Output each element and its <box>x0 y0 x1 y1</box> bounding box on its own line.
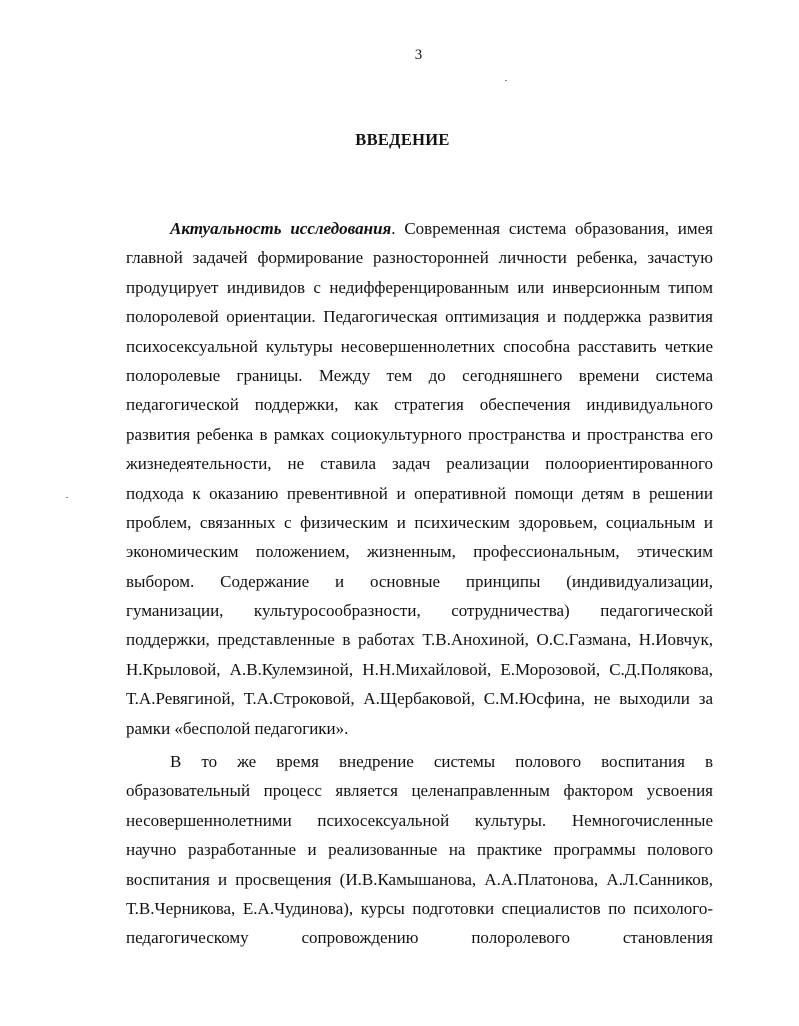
paragraph-1 <box>126 214 713 743</box>
scan-speck <box>505 80 507 81</box>
text-line: полоролевые границы. Между тем до сегодняшнего времени система <box>126 365 713 385</box>
paragraph-2 <box>126 747 713 953</box>
text-line: проблем, связанных с физическим и психическим здоровьем, социальным и <box>126 512 713 532</box>
lead-term: Актуальность исследования <box>170 219 392 238</box>
text-line <box>126 214 713 243</box>
page-number: 3 <box>414 47 423 63</box>
text-line: главной задачей формирование разносторонней личности ребенка, зачастую <box>126 248 713 268</box>
text-line: развития ребенка в рамках социокультурного пространства и пространства его <box>126 424 713 444</box>
text-line: гуманизации, культуросообразности, сотрудничества) педагогической <box>126 601 713 621</box>
text-line: педагогической поддержки, как стратегия обеспечения индивидуального <box>126 395 713 415</box>
text-line: научно разработанные и реализованные на практике программы полового <box>126 840 713 860</box>
text-line: Т.А.Ревягиной, Т.А.Строковой, А.Щербаковой, С.М.Юсфина, не выходили за <box>126 689 713 709</box>
section-heading: ВВЕДЕНИЕ <box>355 130 450 149</box>
text-line: продуцирует индивидов с недифференцированным или инверсионным типом <box>126 277 713 297</box>
body-text <box>126 214 713 953</box>
text-line: жизнедеятельности, не ставила задач реализации полоориентированного <box>126 454 713 474</box>
text-line: воспитания и просвещения (И.В.Камышанова, А.А.Платонова, А.Л.Санников, <box>126 869 713 889</box>
text-line: педагогическому сопровождению полоролевого становления <box>126 928 713 948</box>
text-line: рамки «бесполой педагогики». <box>126 718 349 738</box>
text-line: экономическим положением, жизненным, профессиональным, этическим <box>126 542 713 562</box>
text-line: психосексуальной культуры несовершеннолетних способна расставить четкие <box>126 336 713 356</box>
text-line: выбором. Содержание и основные принципы (индивидуализации, <box>126 571 713 591</box>
text-span: . Современная система образования, имея <box>391 219 713 238</box>
text-line: Т.В.Черникова, Е.А.Чудинова), курсы подготовки специалистов по психолого- <box>126 898 713 918</box>
text-line: поддержки, представленные в работах Т.В.Анохиной, О.С.Газмана, Н.Иовчук, <box>126 630 713 650</box>
scan-speck <box>66 497 68 498</box>
text-line: несовершеннолетними психосексуальной культуры. Немногочисленные <box>126 810 713 830</box>
text-line: Н.Крыловой, А.В.Кулемзиной, Н.Н.Михайловой, Е.Морозовой, С.Д.Полякова, <box>126 659 713 679</box>
text-line: В то же время внедрение системы полового воспитания в <box>170 752 713 772</box>
text-line: полоролевой ориентации. Педагогическая оптимизация и поддержка развития <box>126 307 713 327</box>
text-line: подхода к оказанию превентивной и оперативной помощи детям в решении <box>126 483 713 503</box>
text-line: образовательный процесс является целенаправленным фактором усвоения <box>126 781 713 801</box>
